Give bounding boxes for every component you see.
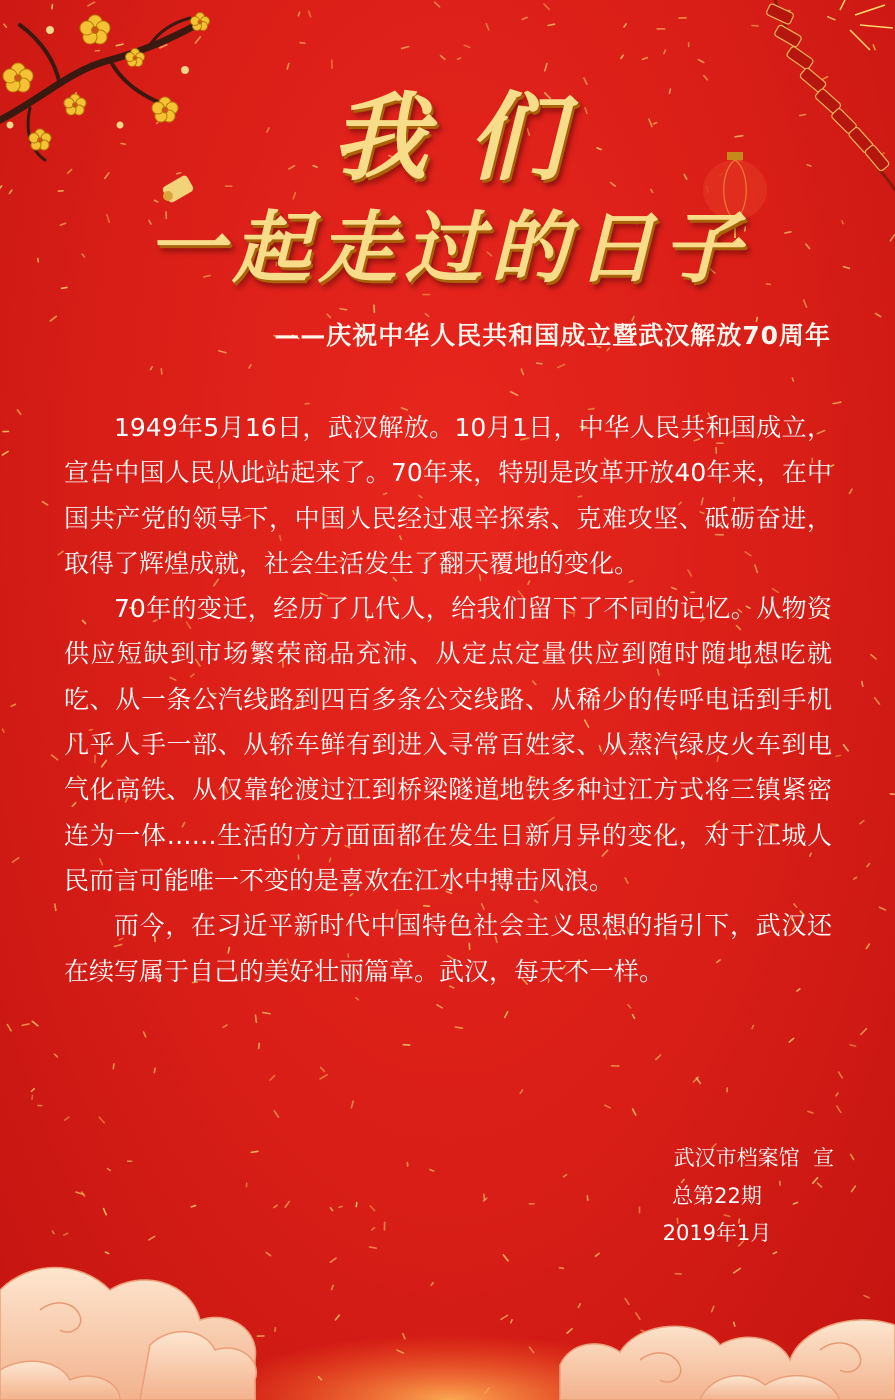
confetti-fleck	[149, 1236, 155, 1239]
confetti-fleck	[866, 944, 869, 948]
confetti-fleck	[191, 1206, 195, 1207]
confetti-fleck	[32, 1095, 33, 1099]
confetti-fleck	[330, 1208, 332, 1211]
confetti-fleck	[402, 47, 409, 49]
confetti-fleck	[82, 1192, 85, 1196]
confetti-fleck	[55, 1054, 58, 1057]
paragraph-3: 而今，在习近平新时代中国特色社会主义思想的指引下，武汉还在续写属于自己的美好壮丽篇章。武汉，每天不一样。	[64, 911, 832, 986]
confetti-fleck	[867, 864, 869, 867]
confetti-fleck	[752, 1026, 753, 1029]
confetti-fleck	[356, 998, 358, 1000]
issuer-line: 武汉市档案馆 宣	[673, 1146, 834, 1170]
confetti-fleck	[370, 1247, 377, 1248]
confetti-fleck	[624, 24, 626, 27]
confetti-fleck	[52, 755, 58, 760]
confetti-fleck	[621, 55, 623, 58]
confetti-fleck	[563, 1175, 566, 1177]
confetti-fleck	[55, 904, 56, 910]
confetti-fleck	[850, 1045, 855, 1047]
article-body	[64, 405, 832, 994]
auspicious-clouds-decoration	[0, 1250, 895, 1400]
confetti-fleck	[875, 698, 880, 704]
confetti-fleck	[256, 1015, 257, 1022]
confetti-fleck	[808, 1111, 813, 1113]
paragraph-1: 1949年5月16日，武汉解放。10月1日，中华人民共和国成立，宣告中国人民从此站起来了。70年来，特别是改革开放40年来，在中国共产党的领导下，中国人民经过艰辛探索、克难攻坚、砥砺奋进，取得了辉煌成就，社会生活发生了翻天覆地的变化。	[64, 413, 832, 578]
confetti-fleck	[321, 1067, 325, 1071]
confetti-fleck	[430, 1170, 434, 1171]
confetti-fleck	[285, 1202, 289, 1208]
confetti-fleck	[836, 756, 840, 757]
confetti-fleck	[437, 1005, 442, 1008]
confetti-fleck	[486, 24, 488, 30]
confetti-fleck	[249, 365, 251, 368]
confetti-fleck	[58, 551, 63, 554]
confetti-fleck	[251, 1151, 258, 1152]
confetti-fleck	[356, 1203, 357, 1207]
confetti-fleck	[633, 1015, 635, 1019]
confetti-fleck	[22, 1024, 29, 1025]
confetti-fleck	[144, 1032, 146, 1037]
confetti-fleck	[50, 316, 56, 321]
confetti-fleck	[871, 655, 876, 659]
confetti-fleck	[32, 1021, 38, 1025]
confetti-fleck	[309, 11, 311, 17]
confetti-fleck	[372, 1228, 375, 1230]
confetti-fleck	[52, 1231, 54, 1234]
confetti-fleck	[320, 1075, 327, 1079]
confetti-fleck	[298, 12, 299, 15]
title-line-1: 我们	[331, 81, 604, 194]
confetti-fleck	[150, 367, 152, 370]
confetti-fleck	[558, 364, 565, 367]
confetti-fleck	[18, 410, 21, 414]
confetti-fleck	[521, 369, 523, 374]
confetti-fleck	[505, 1012, 508, 1018]
confetti-fleck	[223, 1025, 227, 1027]
confetti-fleck	[11, 704, 15, 706]
confetti-fleck	[464, 45, 469, 47]
confetti-fleck	[351, 1101, 353, 1108]
confetti-fleck	[860, 821, 864, 824]
confetti-fleck	[511, 392, 518, 395]
confetti-fleck	[851, 1154, 854, 1159]
confetti-fleck	[259, 1043, 260, 1048]
confetti-fleck	[161, 369, 162, 374]
confetti-fleck	[844, 745, 849, 751]
paragraph-2: 70年的变迁，经历了几代人，给我们留下了不同的记忆。从物资供应短缺到市场繁荣商品充沛、从定点定量供应到随时随地想吃就吃、从一条公汽线路到四百多条公交线路、从稀少的传呼电话到手机几乎人手一部、从轿车鲜有到进入寻常百姓家、从蒸汽绿皮火车到电气化高铁、从仅靠轮渡过江到桥梁隧道地铁多种过江方式将三镇紧密连为一体……生活的方方面面都在发生日新月异的变化，对于江城人民而言可能唯一不变的是喜欢在江水中搏击风浪。	[64, 594, 832, 895]
confetti-fleck	[854, 877, 857, 879]
confetti-fleck	[107, 1169, 110, 1171]
confetti-fleck	[839, 1072, 843, 1078]
confetti-fleck	[43, 502, 48, 505]
confetti-fleck	[537, 363, 542, 364]
confetti-fleck	[455, 1027, 462, 1028]
confetti-fleck	[3, 729, 4, 732]
confetti-fleck	[656, 1055, 661, 1060]
confetti-fleck	[789, 1038, 793, 1042]
confetti-fleck	[31, 1089, 34, 1091]
confetti-fleck	[792, 378, 793, 381]
confetti-fleck	[270, 1076, 274, 1080]
confetti-fleck	[548, 24, 555, 25]
confetti-fleck	[544, 4, 549, 9]
confetti-fleck	[340, 309, 347, 310]
confetti-fleck	[862, 681, 863, 686]
confetti-fleck	[605, 1105, 610, 1108]
confetti-fleck	[300, 43, 305, 44]
confetti-fleck	[836, 1093, 838, 1096]
confetti-fleck	[837, 1106, 841, 1113]
confetti-fleck	[861, 1029, 866, 1035]
issue-number: 总第22期	[672, 1183, 762, 1208]
confetti-fleck	[65, 1117, 69, 1120]
confetti-fleck	[628, 1005, 631, 1008]
confetti-fleck	[339, 1206, 342, 1207]
confetti-fleck	[104, 1209, 107, 1215]
confetti-fleck	[880, 907, 886, 910]
confetti-fleck	[441, 56, 445, 60]
confetti-fleck	[642, 58, 647, 60]
confetti-fleck	[13, 858, 19, 862]
confetti-fleck	[113, 1064, 114, 1069]
confetti-fleck	[633, 1109, 636, 1115]
confetti-fleck	[804, 300, 807, 307]
confetti-fleck	[876, 313, 881, 316]
confetti-fleck	[219, 351, 226, 353]
title-line-2: 一起走过的日子	[146, 203, 749, 294]
subtitle: ——庆祝中华人民共和国成立暨武汉解放70周年	[274, 321, 831, 350]
confetti-fleck	[851, 1186, 855, 1191]
confetti-fleck	[263, 1013, 270, 1014]
confetti-fleck	[435, 2, 440, 7]
confetti-fleck	[484, 1194, 485, 1200]
confetti-fleck	[64, 1233, 68, 1235]
issue-date: 2019年1月	[662, 1221, 772, 1245]
confetti-fleck	[99, 1117, 104, 1123]
confetti-fleck	[849, 489, 851, 493]
confetti-fleck	[2, 452, 8, 455]
confetti-fleck	[520, 1090, 522, 1093]
confetti-fleck	[274, 1205, 277, 1207]
confetti-fleck	[664, 50, 665, 54]
confetti-fleck	[458, 58, 461, 59]
confetti-fleck	[274, 1111, 278, 1117]
confetti-fleck	[154, 1068, 155, 1072]
confetti-fleck	[370, 1206, 374, 1211]
confetti-fleck	[7, 1025, 11, 1031]
confetti-fleck	[833, 402, 841, 403]
signature-block	[600, 1140, 834, 1253]
confetti-fleck	[522, 17, 527, 19]
